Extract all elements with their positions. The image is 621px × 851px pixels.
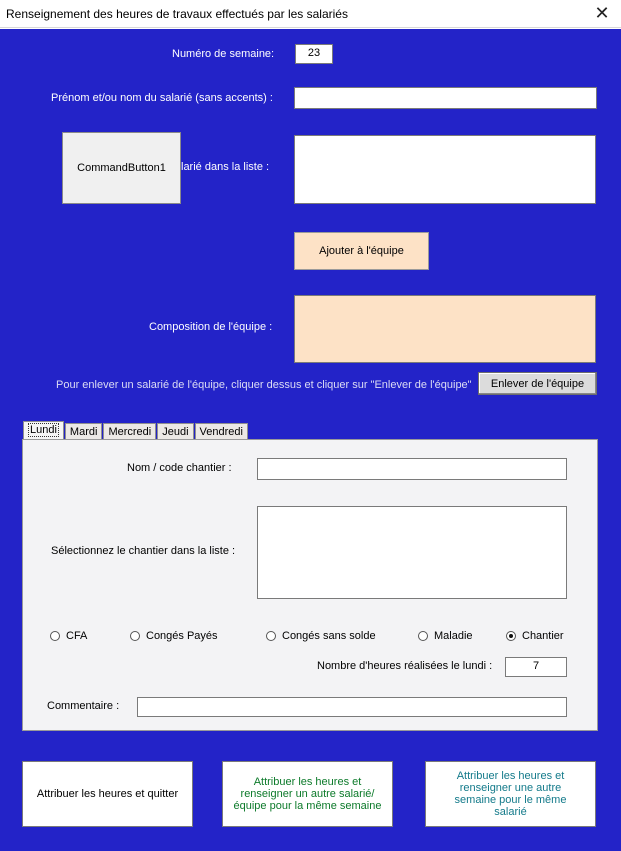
day-panel bbox=[22, 439, 598, 731]
radio-maladie[interactable] bbox=[418, 630, 473, 642]
radio-conges-sans-solde-label: Congés sans solde bbox=[282, 630, 376, 642]
comment-field[interactable] bbox=[137, 697, 567, 717]
assign-other-week-button[interactable]: Attribuer les heures et renseigner une autre semaine pour le même salarié bbox=[425, 761, 596, 827]
site-listbox[interactable] bbox=[257, 506, 567, 599]
week-number-field[interactable]: 23 bbox=[295, 44, 333, 64]
tab-jeudi[interactable]: Jeudi bbox=[157, 423, 193, 440]
radio-chantier-label: Chantier bbox=[522, 630, 564, 642]
team-composition-label: Composition de l'équipe : bbox=[149, 321, 273, 333]
site-name-field[interactable] bbox=[257, 458, 567, 480]
employee-name-field[interactable] bbox=[294, 87, 597, 109]
title-bar bbox=[0, 0, 621, 28]
radio-chantier-dot[interactable] bbox=[506, 631, 516, 641]
tab-lundi[interactable]: Lundi bbox=[23, 421, 64, 440]
radio-conges-sans-solde[interactable] bbox=[266, 630, 376, 642]
employee-listbox[interactable] bbox=[294, 135, 596, 204]
name-label: Prénom et/ou nom du salarié (sans accents) : bbox=[51, 92, 273, 104]
comment-label: Commentaire : bbox=[47, 700, 120, 712]
day-tabs bbox=[23, 422, 249, 440]
radio-conges-payes[interactable] bbox=[130, 630, 218, 642]
employee-list-label: larié dans la liste : bbox=[181, 161, 270, 173]
hours-field[interactable]: 7 bbox=[505, 657, 567, 677]
hours-label: Nombre d'heures réalisées le lundi : bbox=[317, 660, 493, 672]
assign-and-quit-button[interactable]: Attribuer les heures et quitter bbox=[22, 761, 193, 827]
radio-cfa-dot[interactable] bbox=[50, 631, 60, 641]
radio-conges-sans-solde-dot[interactable] bbox=[266, 631, 276, 641]
window-title: Renseignement des heures de travaux effectués par les salariés bbox=[6, 7, 348, 21]
team-listbox[interactable] bbox=[294, 295, 596, 363]
select-site-label: Sélectionnez le chantier dans la liste : bbox=[51, 545, 236, 557]
close-icon[interactable]: ✕ bbox=[594, 3, 610, 23]
command-button-1[interactable]: CommandButton1 bbox=[62, 132, 181, 204]
site-label: Nom / code chantier : bbox=[127, 462, 232, 474]
radio-cfa[interactable] bbox=[50, 630, 87, 642]
radio-chantier[interactable] bbox=[506, 630, 564, 642]
week-label: Numéro de semaine: bbox=[172, 48, 275, 60]
radio-conges-payes-dot[interactable] bbox=[130, 631, 140, 641]
assign-other-employee-button[interactable]: Attribuer les heures et renseigner un autre salarié/ équipe pour la même semaine bbox=[222, 761, 393, 827]
remove-hint-text: Pour enlever un salarié de l'équipe, cliquer dessus et cliquer sur "Enlever de l'équipe" bbox=[56, 379, 472, 391]
tab-mardi[interactable]: Mardi bbox=[65, 423, 103, 440]
tab-vendredi[interactable]: Vendredi bbox=[195, 423, 248, 440]
remove-from-team-button[interactable]: Enlever de l'équipe bbox=[478, 372, 597, 395]
radio-cfa-label: CFA bbox=[66, 630, 88, 642]
radio-maladie-dot[interactable] bbox=[418, 631, 428, 641]
tab-mercredi[interactable]: Mercredi bbox=[103, 423, 156, 440]
radio-maladie-label: Maladie bbox=[434, 630, 473, 642]
radio-conges-payes-label: Congés Payés bbox=[146, 630, 218, 642]
form-client-area bbox=[0, 29, 621, 851]
add-to-team-button[interactable]: Ajouter à l'équipe bbox=[294, 232, 429, 270]
